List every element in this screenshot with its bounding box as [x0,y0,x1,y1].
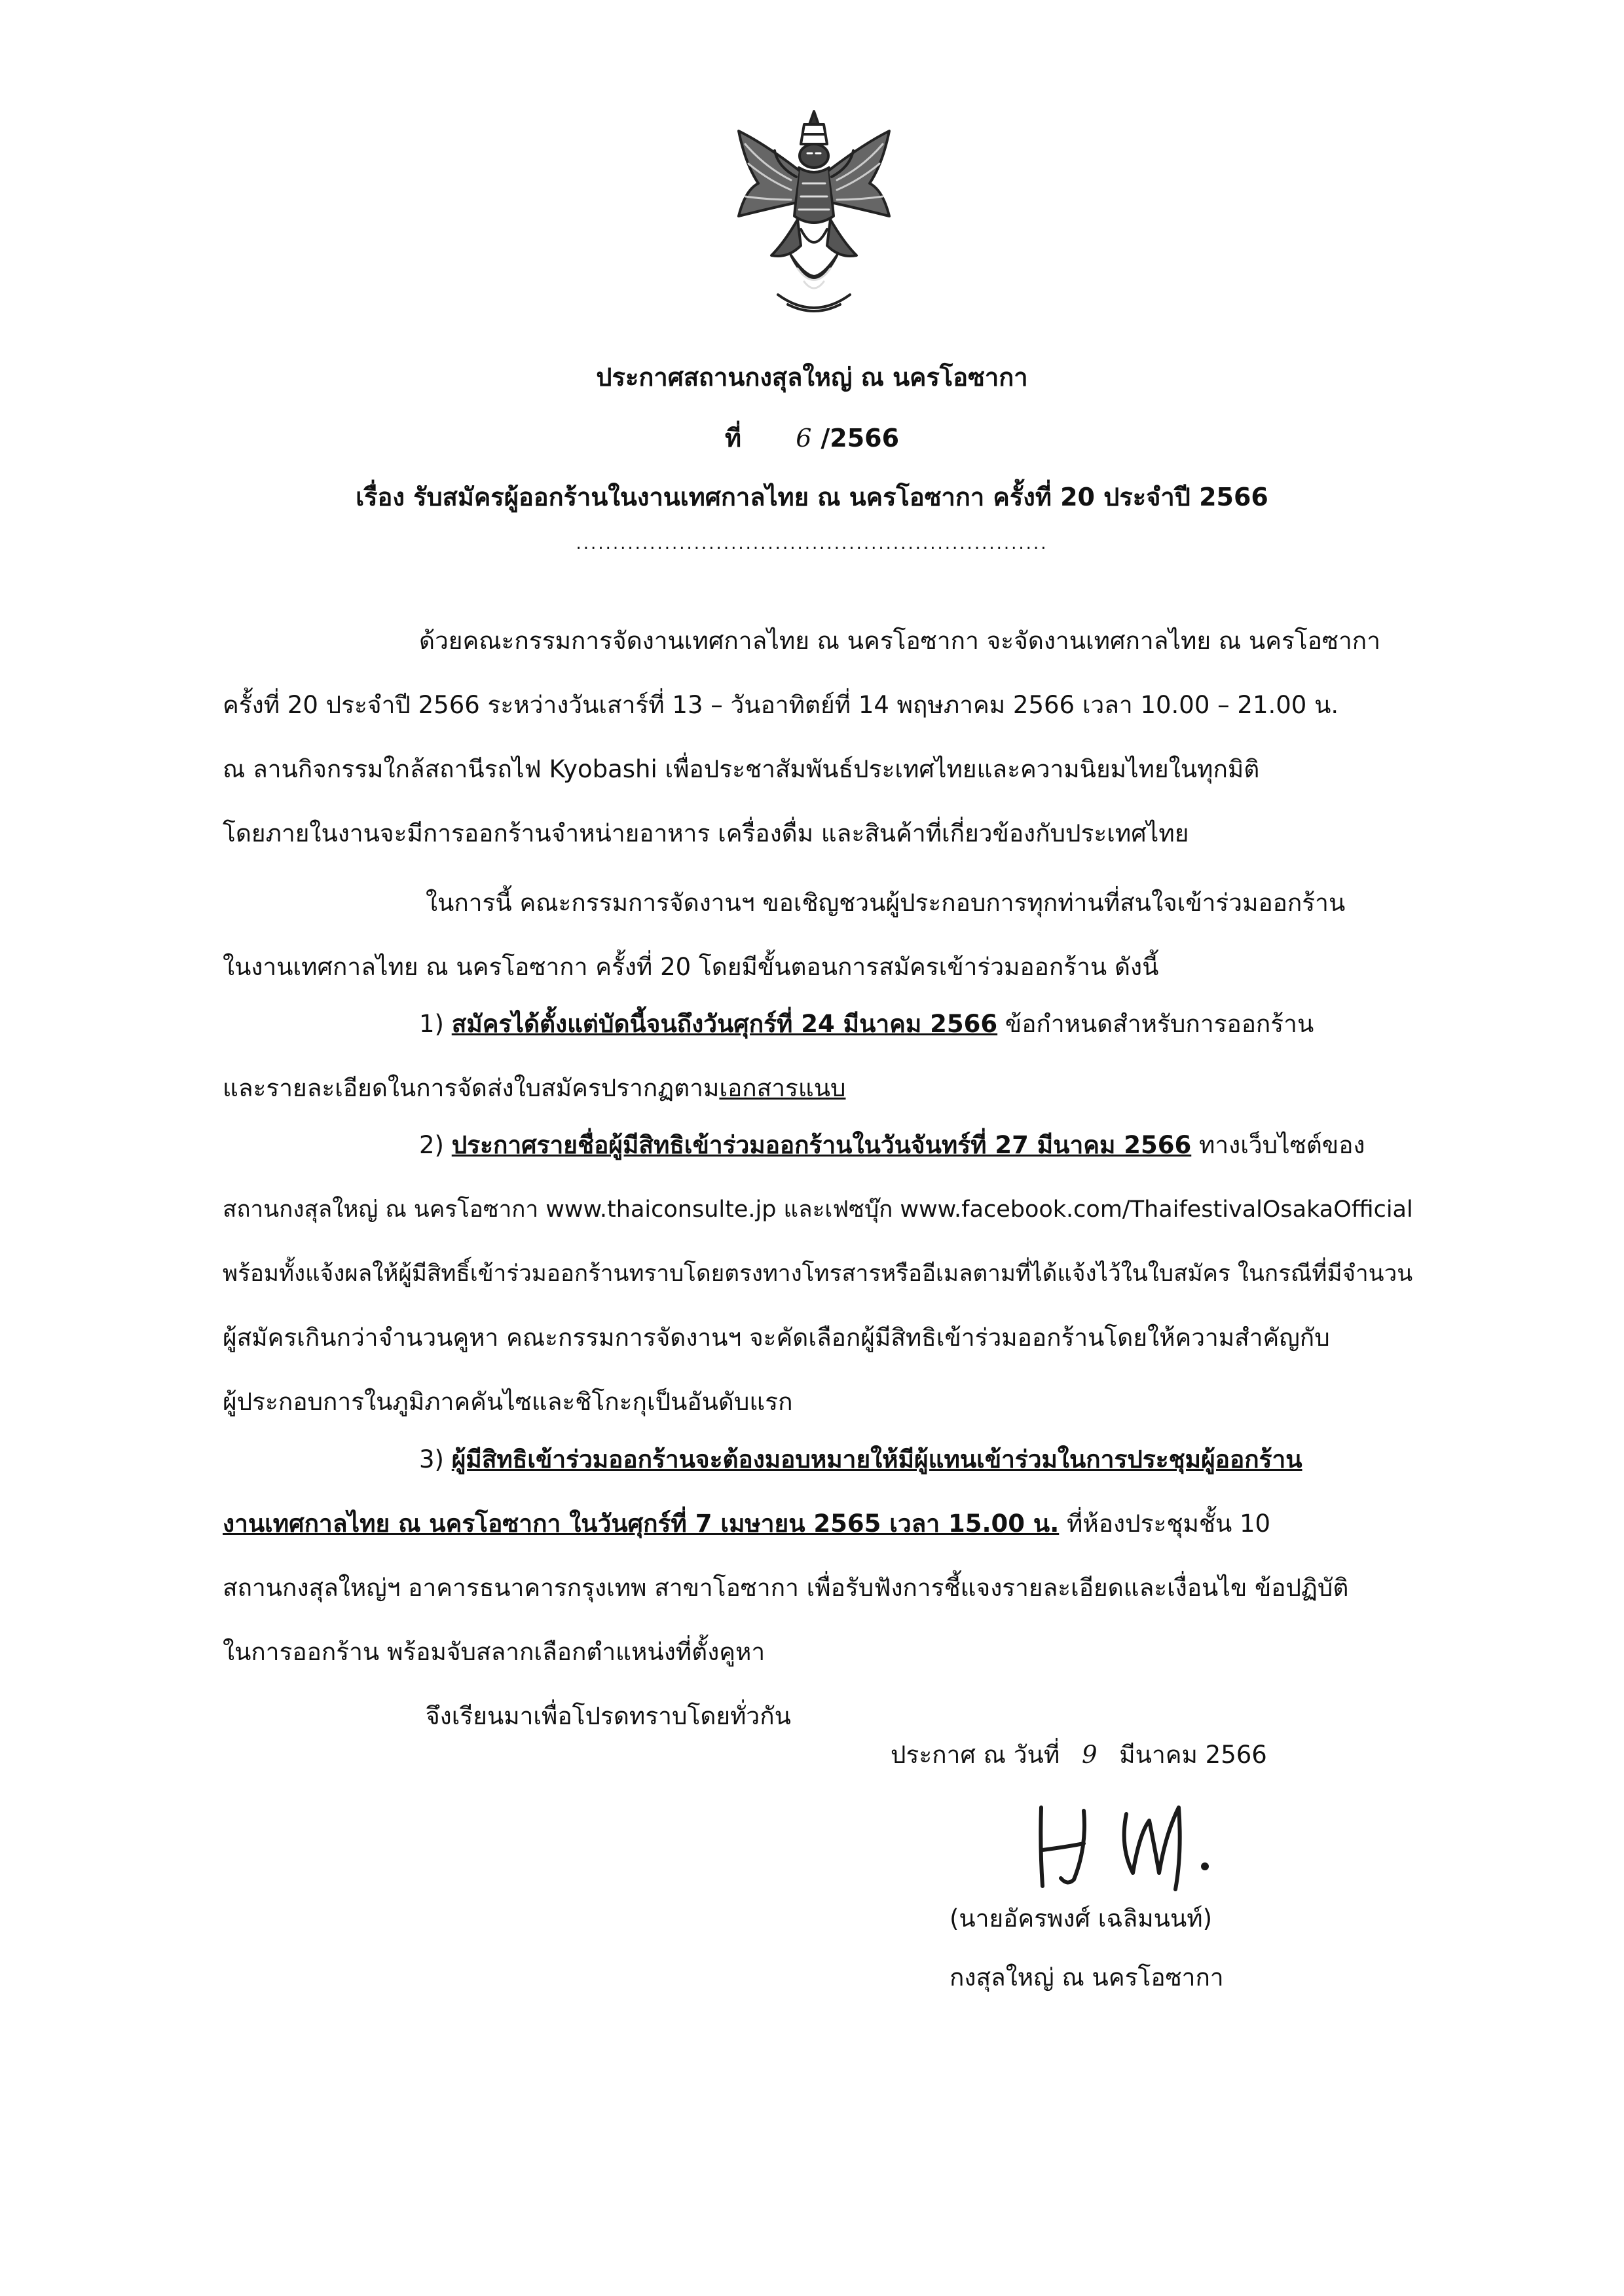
step-3 [223,1428,1480,1749]
announcement-date [891,1735,1267,1774]
step-2-line: พร้อมทั้งแจ้งผลให้ผู้มีสิทธิ์เข้าร่วมออกร้านทราบโดยตรงทางโทรสารหรืออีเมลตามที่ได้แจ้งไว้ในใบสมัคร ในกรณีที่มีจำนวน [223,1261,1413,1287]
step-2-line: สถานกงสุลใหญ่ ณ นครโอซากา www.thaiconsulte.jp และเฟซบุ๊ก www.facebook.com/ThaifestivalOsakaOfficial [223,1196,1413,1223]
step-3-meeting: ผู้มีสิทธิเข้าร่วมออกร้านจะต้องมอบหมายให้มีผู้แทนเข้าร่วมในการประชุมผู้ออกร้าน [451,1445,1302,1473]
announcement-subject: เรื่อง รับสมัครผู้ออกร้านในงานเทศกาลไทย ณ นครโอซากา ครั้งที่ 20 ประจำปี 2566 [356,483,1268,511]
intro-line: ณ ลานกิจกรรมใกล้สถานีรถไฟ Kyobashi เพื่อประชาสัมพันธ์ประเทศไทยและความนิยมไทยในทุกมิติ [223,755,1260,783]
step-1-detail: และรายละเอียดในการจัดส่งใบสมัครปรากฏตาม [223,1074,720,1102]
step-1-text: ข้อกำหนดสำหรับการออกร้าน [997,1010,1314,1038]
intro-line: ด้วยคณะกรรมการจัดงานเทศกาลไทย ณ นครโอซากา จะจัดงานเทศกาลไทย ณ นครโอซากา [419,627,1380,655]
invitation-line: ในการนี้ คณะกรรมการจัดงานฯ ขอเชิญชวนผู้ประกอบการทุกท่านที่สนใจเข้าร่วมออกร้าน [426,889,1346,917]
announcement-title: ประกาศสถานกงสุลใหญ่ ณ นครโอซากา [596,363,1028,392]
step-1-deadline: สมัครได้ตั้งแต่บัดนี้จนถึงวันศุกร์ที่ 24 มีนาคม 2566 [451,1010,998,1038]
invitation-line: ในงานเทศกาลไทย ณ นครโอซากา ครั้งที่ 20 โดยมีขั้นตอนการสมัครเข้าร่วมออกร้าน ดังนี้ [223,953,1159,981]
number-suffix: /2566 [821,424,900,453]
step-2-announcement-date: ประกาศรายชื่อผู้มีสิทธิเข้าร่วมออกร้านในวันจันทร์ที่ 27 มีนาคม 2566 [451,1131,1192,1159]
attachment-link[interactable]: เอกสารแนบ [719,1074,846,1102]
step-3-text: ที่ห้องประชุมชั้น 10 [1059,1509,1271,1538]
step-3-meeting-date: งานเทศกาลไทย ณ นครโอซากา ในวันศุกร์ที่ 7 เมษายน 2565 เวลา 15.00 น. [223,1509,1060,1538]
step-2-line: ผู้สมัครเกินกว่าจำนวนคูหา คณะกรรมการจัดงานฯ จะคัดเลือกผู้มีสิทธิเข้าร่วมออกร้านโดยให้ความสำคัญกับ [223,1324,1330,1352]
step-number: 3) [419,1445,444,1473]
step-3-line: ในการออกร้าน พร้อมจับสลากเลือกตำแหน่งที่ตั้งคูหา [223,1638,766,1666]
garuda-emblem-icon [726,105,902,321]
intro-line: ครั้งที่ 20 ประจำปี 2566 ระหว่างวันเสาร์ที่ 13 – วันอาทิตย์ที่ 14 พฤษภาคม 2566 เวลา 10.00 – 21.00 น. [223,691,1339,719]
step-number: 1) [419,1010,444,1038]
separator-dots: ................................................................ [576,534,1048,553]
date-month-year: มีนาคม 2566 [1119,1741,1267,1769]
step-2-line: ผู้ประกอบการในภูมิภาคคันไซและชิโกะกุเป็นอันดับแรก [223,1388,793,1416]
signatory-name: (นายอัครพงศ์ เฉลิมนนท์) [950,1904,1213,1933]
announcement-number [0,418,1624,458]
step-number: 2) [419,1131,444,1159]
step-2-text: ทางเว็บไซต์ของ [1191,1131,1365,1159]
paragraph-invitation [223,871,1480,999]
date-prefix: ประกาศ ณ วันที่ [891,1741,1060,1769]
step-3-line: สถานกงสุลใหญ่ฯ อาคารธนาคารกรุงเทพ สาขาโอซากา เพื่อรับฟังการชี้แจงรายละเอียดและเงื่อนไข ข้อปฏิบัติ [223,1574,1349,1602]
intro-line: โดยภายในงานจะมีการออกร้านจำหน่ายอาหาร เครื่องดื่ม และสินค้าที่เกี่ยวข้องกับประเทศไทย [223,819,1189,847]
number-prefix: ที่ [724,424,741,453]
step-2 [223,1113,1480,1434]
closing-line: จึงเรียนมาเพื่อโปรดทราบโดยทั่วกัน [426,1702,791,1730]
number-handwritten: 6 [796,424,812,453]
step-1 [223,992,1480,1120]
handwritten-signature-icon [1028,1794,1218,1893]
signatory-title: กงสุลใหญ่ ณ นครโอซากา [950,1963,1224,1991]
date-day-handwritten: 9 [1081,1741,1098,1769]
paragraph-intro [223,609,1480,866]
